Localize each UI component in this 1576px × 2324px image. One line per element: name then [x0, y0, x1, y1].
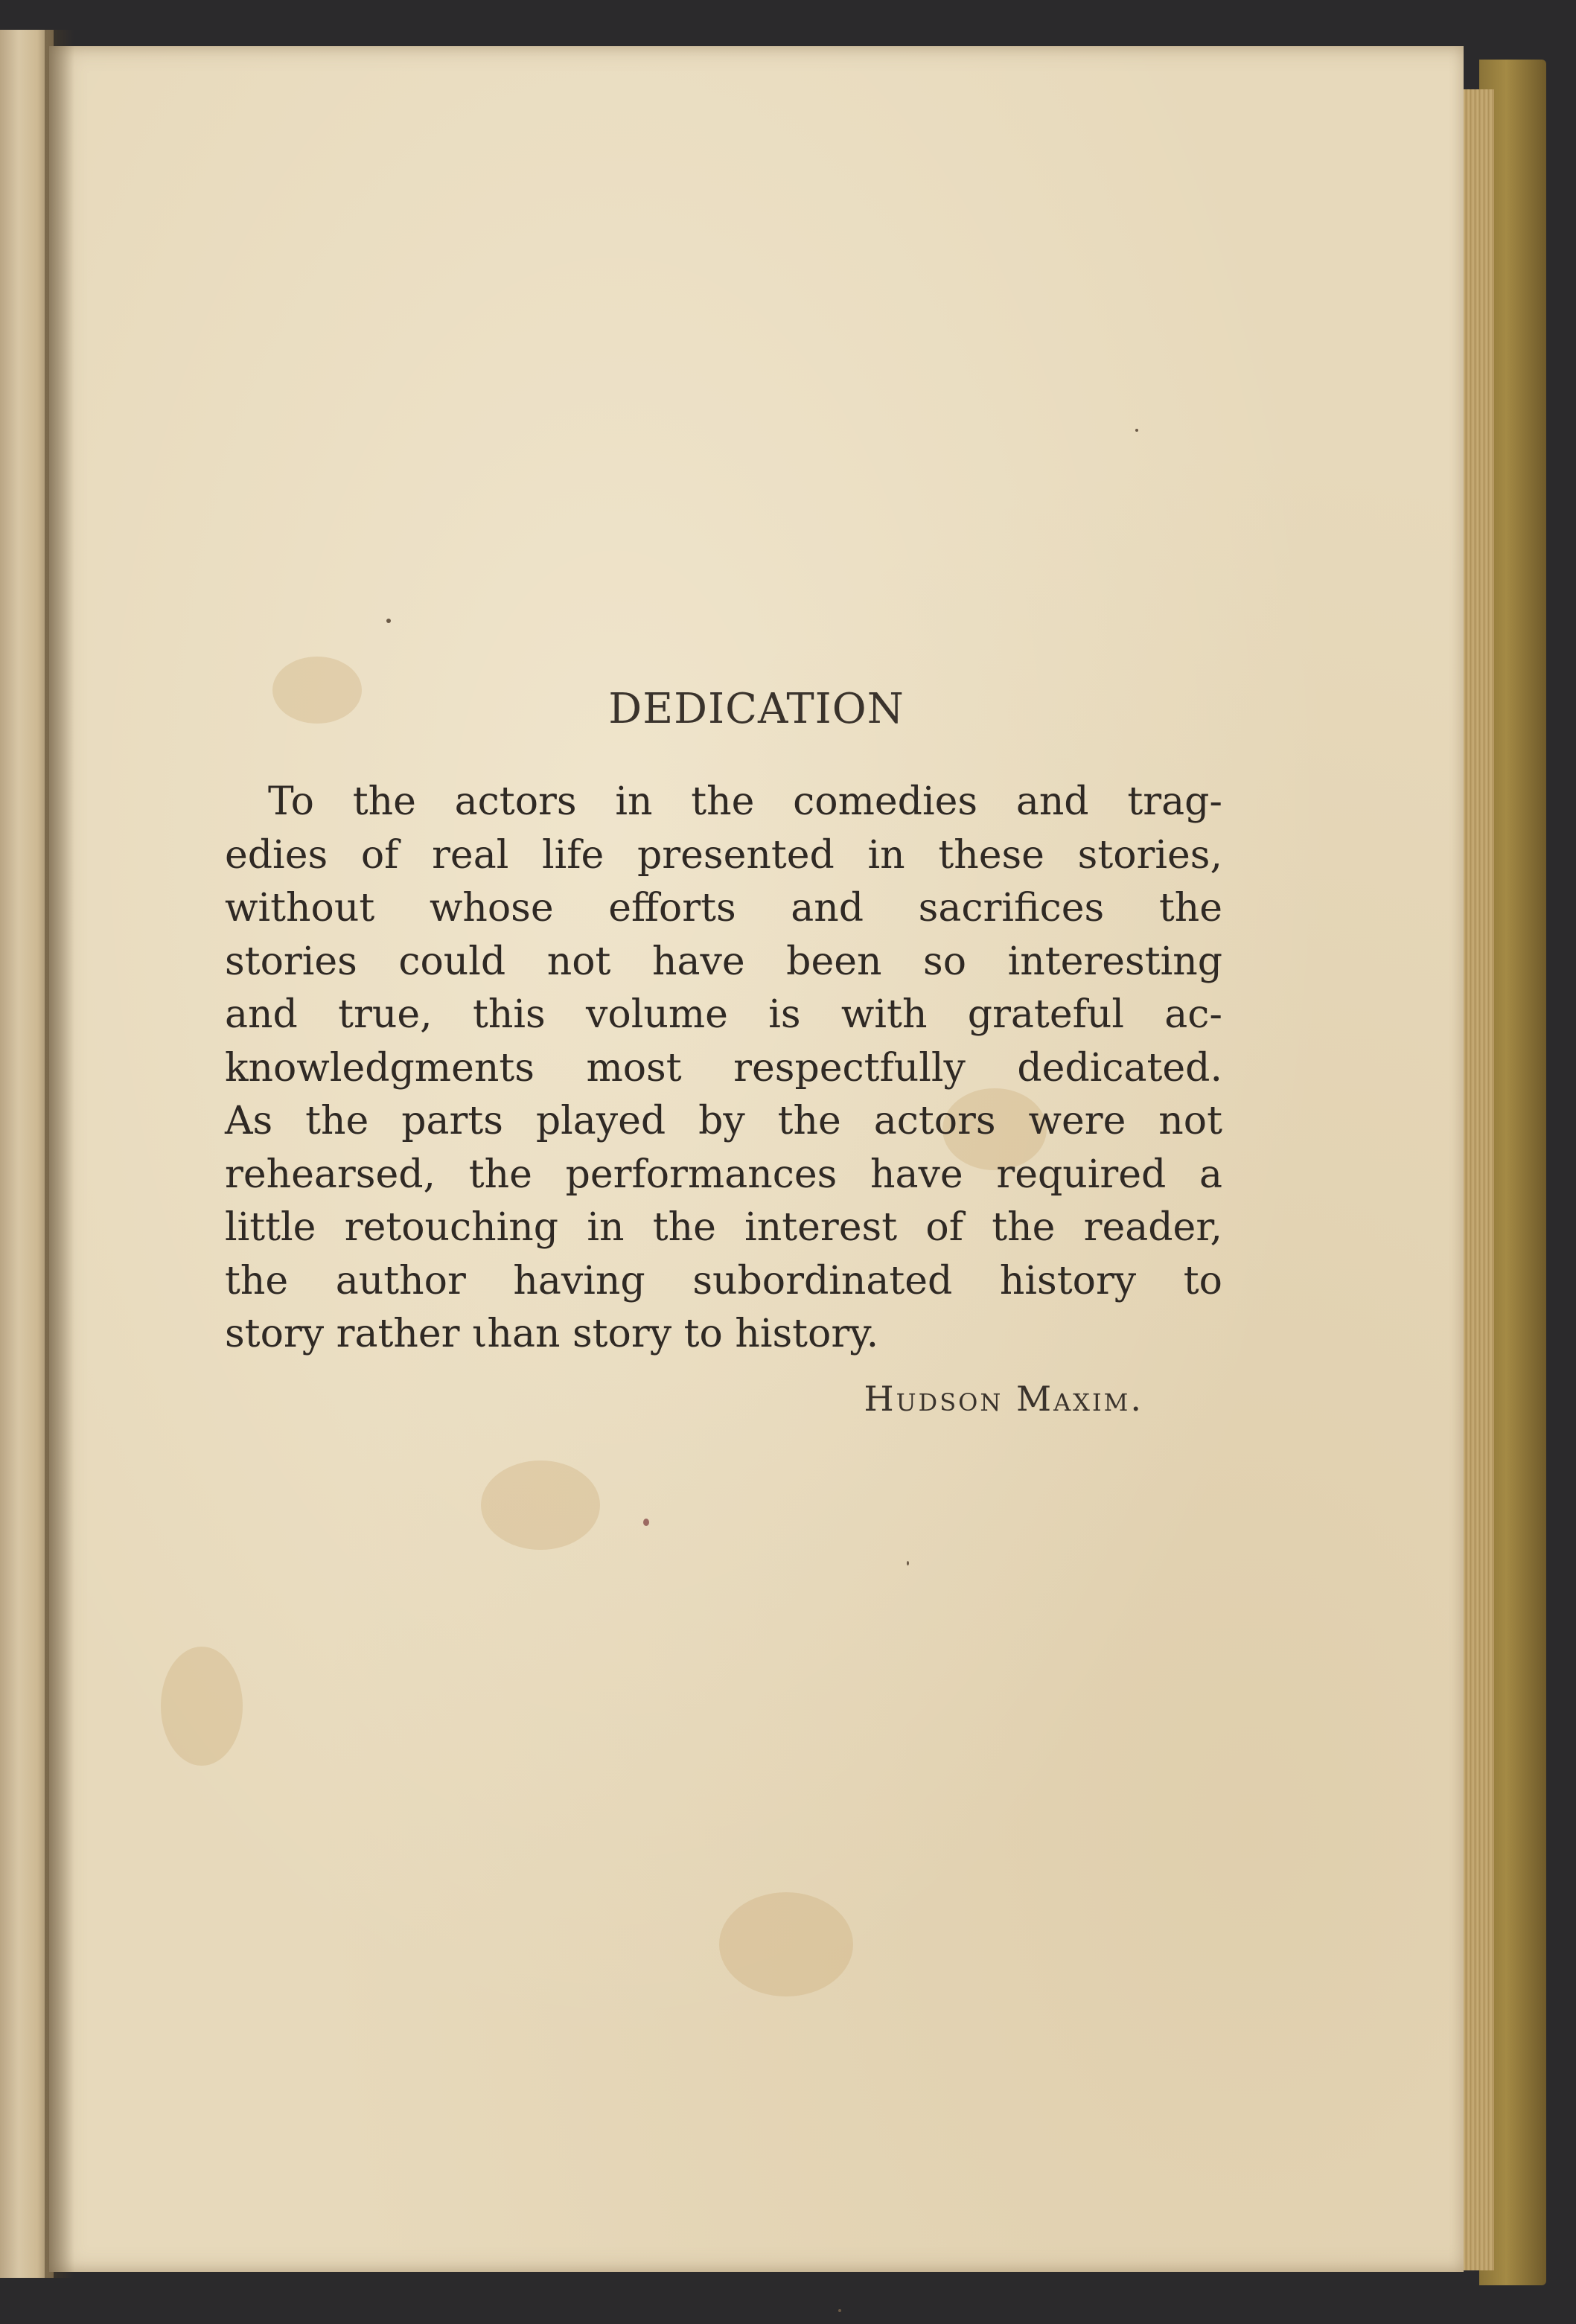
paragraph-line: story rather ιhan story to history.: [225, 1312, 879, 1356]
paragraph-line: To the actors in the comedies and trag-: [268, 779, 1222, 824]
paragraph-line: without whose efforts and sacrifices the: [225, 886, 1222, 930]
paragraph-line: rehearsed, the performances have required a: [225, 1152, 1222, 1197]
paper-speck: [1135, 429, 1138, 432]
paper-speck: [838, 2309, 841, 2312]
binding-shadow: [45, 30, 74, 2278]
paragraph-line: stories could not have been so interesting: [225, 939, 1222, 984]
paragraph-line: As the parts played by the actors were not: [225, 1099, 1222, 1143]
paper-speck: [643, 1519, 649, 1526]
paper-speck: [386, 619, 391, 623]
paragraph-line: edies of real life presented in these stories,: [225, 832, 1222, 878]
paragraph-line: and true, this volume is with grateful ac-: [225, 992, 1222, 1037]
foxing-spot: [719, 1892, 853, 1996]
paper-speck: [907, 1561, 909, 1565]
paragraph-line: knowledgments most respectfully dedicated.: [225, 1045, 1222, 1091]
paragraph-line: little retouching in the interest of the reader,: [225, 1205, 1222, 1250]
foxing-spot: [161, 1647, 243, 1766]
foxing-spot: [481, 1461, 600, 1550]
dedication-page: [49, 46, 1464, 2272]
page-title: DEDICATION: [608, 685, 905, 733]
paragraph-line: the author having subordinated history to: [225, 1258, 1222, 1303]
author-signature: Hudson Maxim.: [864, 1379, 1143, 1419]
dedication-paragraph: [225, 776, 1222, 1361]
